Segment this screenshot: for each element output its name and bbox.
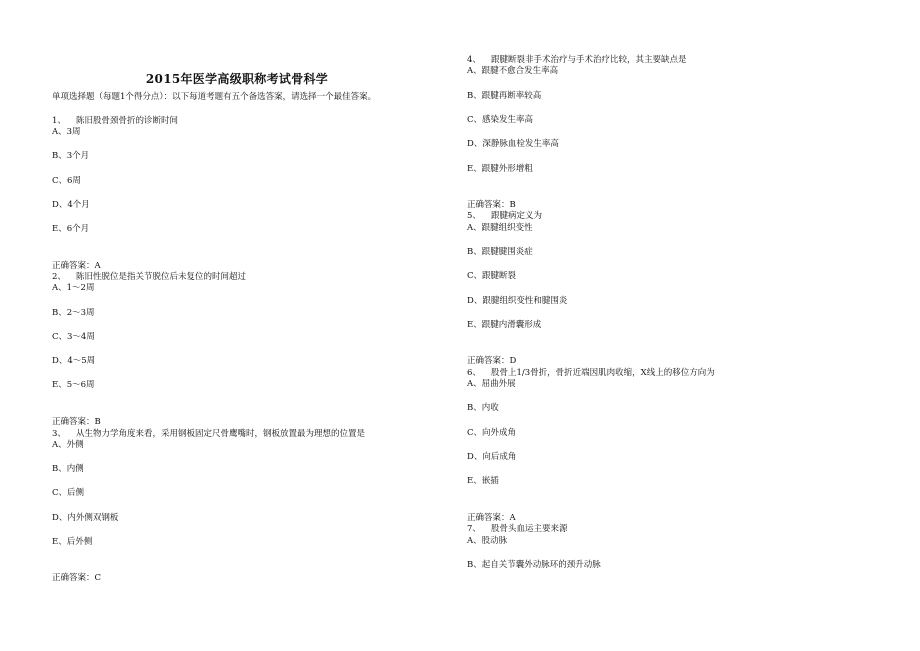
question-text: 跟腱断裂非手术治疗与手术治疗比较，其主要缺点是 (491, 55, 687, 65)
answer-prefix: 正确答案： (52, 417, 95, 427)
question-stem (52, 429, 365, 440)
option: C、后侧 (52, 488, 85, 498)
option: B、2～3周 (52, 308, 95, 318)
answer-prefix: 正确答案： (467, 513, 510, 523)
option: B、起自关节囊外动脉环的颈升动脉 (467, 560, 601, 570)
answer-line (52, 261, 101, 272)
answer-line (52, 417, 101, 428)
option: A、跟腱组织变性 (467, 223, 533, 233)
question-text: 股骨头血运主要来源 (491, 524, 568, 534)
question-stem (467, 211, 542, 222)
question-text: 股骨上1/3骨折，骨折近端因肌肉收缩，X线上的移位方向为 (491, 368, 715, 378)
question-stem (52, 116, 178, 127)
option: A、1～2周 (52, 283, 95, 293)
question-stem (52, 272, 246, 283)
question-number: 6、 (467, 368, 481, 378)
option: D、4～5周 (52, 356, 96, 366)
answer-prefix: 正确答案： (467, 200, 510, 210)
answer-value: B (94, 417, 101, 427)
page-title: 2015年医学高级职称考试骨科学 (145, 72, 329, 86)
option: D、深静脉血栓发生率高 (467, 139, 559, 149)
question-text: 跟腱病定义为 (491, 211, 543, 221)
option: D、4个月 (52, 200, 90, 210)
option: D、内外侧双钢板 (52, 513, 119, 523)
option: B、内侧 (52, 464, 84, 474)
option: A、3周 (52, 127, 81, 137)
answer-prefix: 正确答案： (52, 261, 95, 271)
option: E、后外侧 (52, 537, 93, 547)
answer-line (467, 356, 516, 367)
option: A、跟腱不愈合发生率高 (467, 66, 559, 76)
option: B、内收 (467, 403, 499, 413)
option: B、跟腱腱围炎症 (467, 247, 533, 257)
question-number: 3、 (52, 429, 66, 439)
question-number: 7、 (467, 524, 481, 534)
question-number: 1、 (52, 116, 66, 126)
question-text: 陈旧性脱位是指关节脱位后未复位的时间超过 (76, 272, 247, 282)
answer-value: A (509, 513, 516, 523)
option: B、跟腱再断率较高 (467, 91, 542, 101)
answer-line (467, 513, 516, 524)
option: E、6个月 (52, 224, 90, 234)
question-number: 4、 (467, 55, 481, 65)
option: E、跟腱外形增粗 (467, 164, 533, 174)
option: D、跟腱组织变性和腱围炎 (467, 296, 568, 306)
option: D、向后成角 (467, 452, 517, 462)
option: C、跟腱断裂 (467, 271, 517, 281)
question-text: 从生物力学角度来看，采用钢板固定尺骨鹰嘴时，钢板放置最为理想的位置是 (76, 429, 366, 439)
question-text: 陈旧股骨颈骨折的诊断时间 (76, 116, 179, 126)
question-stem (467, 524, 568, 535)
option: A、股动脉 (467, 536, 508, 546)
question-stem (467, 368, 715, 379)
answer-line (52, 573, 101, 584)
answer-value: A (94, 261, 101, 271)
answer-value: B (509, 200, 516, 210)
option: E、嵌插 (467, 476, 499, 486)
answer-prefix: 正确答案： (52, 573, 95, 583)
answer-value: C (94, 573, 102, 583)
intro-text: 单项选择题（每题1个得分点）：以下每道考题有五个备选答案，请选择一个最佳答案。 (52, 92, 377, 102)
option: C、向外成角 (467, 428, 517, 438)
answer-prefix: 正确答案： (467, 356, 510, 366)
answer-line (467, 200, 516, 211)
option: B、3个月 (52, 151, 90, 161)
question-stem (467, 55, 687, 66)
answer-value: D (509, 356, 517, 366)
option: C、6周 (52, 176, 81, 186)
option: A、屈曲外展 (467, 379, 516, 389)
question-number: 2、 (52, 272, 66, 282)
question-number: 5、 (467, 211, 481, 221)
option: E、5～6周 (52, 380, 95, 390)
option: A、外侧 (52, 440, 84, 450)
option: C、感染发生率高 (467, 115, 534, 125)
option: E、跟腱内滑囊形成 (467, 320, 542, 330)
option: C、3～4周 (52, 332, 95, 342)
